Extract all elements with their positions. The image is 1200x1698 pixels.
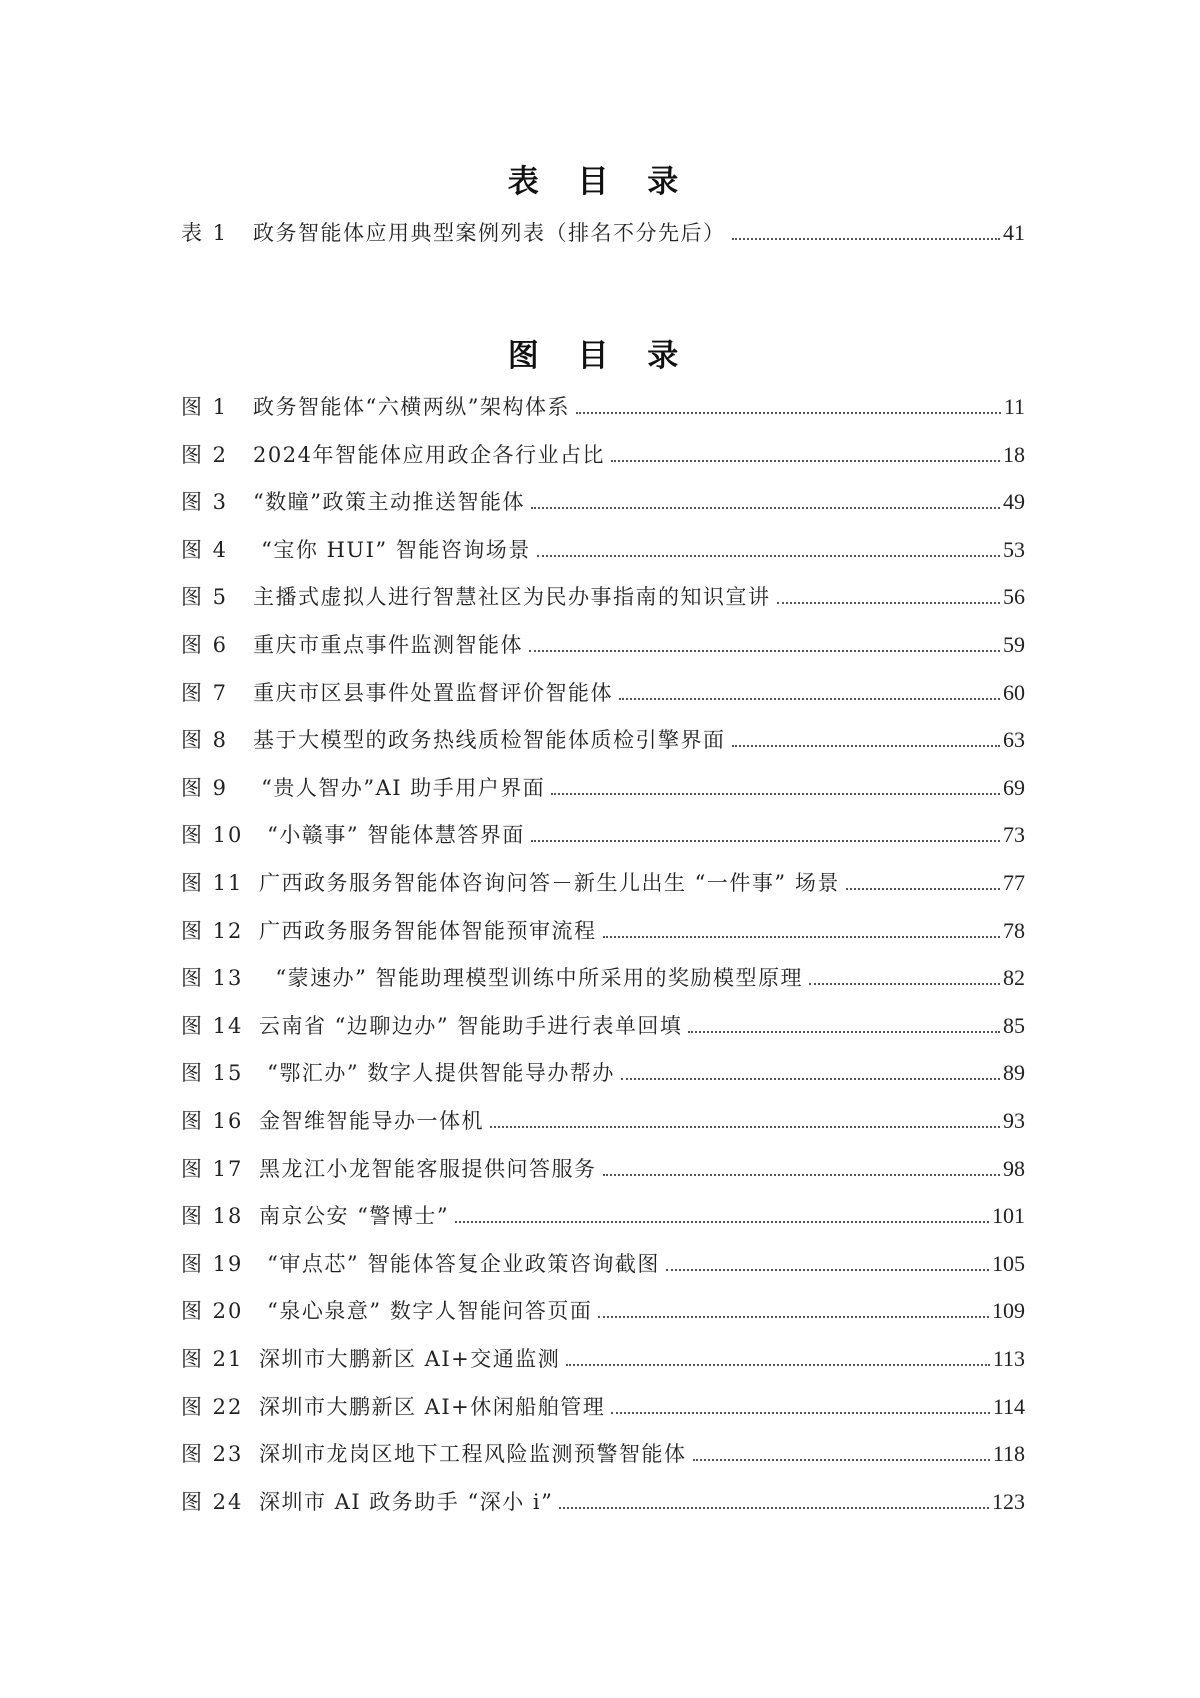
figure-entry[interactable] <box>181 868 1025 898</box>
dot-leader <box>576 412 1001 414</box>
figure-title: 重庆市区县事件处置监督评价智能体 <box>253 680 613 705</box>
figure-entry[interactable] <box>181 392 1025 422</box>
figure-title: 黑龙江小龙智能客服提供问答服务 <box>259 1156 597 1181</box>
figure-entry[interactable] <box>181 535 1025 565</box>
figure-title: “泉心泉意” 数字人智能问答页面 <box>259 1299 593 1324</box>
figures-heading: 图 目 录 <box>507 338 693 374</box>
figure-label: 图 12 <box>181 918 244 943</box>
figure-entry[interactable] <box>181 1439 1025 1469</box>
figure-title: 深圳市大鹏新区 AI+交通监测 <box>259 1347 561 1371</box>
dot-leader <box>551 793 1000 795</box>
figure-entry[interactable] <box>181 1011 1025 1041</box>
figure-label: 图 1 <box>181 395 229 419</box>
page-number: 53 <box>1003 536 1025 562</box>
figure-title: 广西政务服务智能体智能预审流程 <box>259 918 597 943</box>
page-number: 73 <box>1003 822 1025 848</box>
page-number: 60 <box>1003 679 1025 705</box>
figure-label: 图 22 <box>181 1394 244 1419</box>
page-number: 82 <box>1003 965 1025 991</box>
figure-label: 图 6 <box>181 633 229 657</box>
table-title: 政务智能体应用典型案例列表（排名不分先后） <box>253 221 726 245</box>
dot-leader <box>777 602 1001 604</box>
page-number: 101 <box>992 1203 1025 1229</box>
figure-entry[interactable] <box>181 916 1025 946</box>
figure-label: 图 15 <box>181 1061 244 1086</box>
figure-title: 基于大模型的政务热线质检智能体质检引擎界面 <box>253 728 726 753</box>
page-number: 49 <box>1003 489 1025 515</box>
dot-leader <box>688 1031 1000 1033</box>
figure-title: 金智维智能导办一体机 <box>259 1109 484 1133</box>
table-label: 表 1 <box>181 221 229 245</box>
page-number: 77 <box>1003 870 1025 895</box>
figure-title: 南京公安 “警博士” <box>259 1204 450 1229</box>
figure-label: 图 17 <box>181 1156 244 1181</box>
page-number: 11 <box>1003 394 1025 419</box>
figure-title: 广西政务服务智能体咨询问答－新生儿出生 “一件事” 场景 <box>259 871 840 895</box>
page-number: 78 <box>1003 917 1025 943</box>
page-number: 109 <box>992 1298 1025 1324</box>
figure-entry[interactable] <box>181 1249 1025 1279</box>
figure-entry[interactable] <box>181 1487 1025 1517</box>
figure-label: 图 19 <box>181 1251 244 1276</box>
dot-leader <box>619 698 1000 700</box>
dot-leader <box>666 1269 989 1271</box>
figure-title: 2024年智能体应用政企各行业占比 <box>253 442 605 467</box>
figure-label: 图 5 <box>181 585 229 610</box>
dot-leader <box>611 1412 990 1414</box>
figure-label: 图 4 <box>181 537 229 562</box>
figure-label: 图 20 <box>181 1299 244 1324</box>
figure-label: 图 9 <box>181 775 229 800</box>
page-number: 18 <box>1003 441 1025 467</box>
figure-entry[interactable] <box>181 773 1025 803</box>
figure-title: 深圳市大鹏新区 AI+休闲船舶管理 <box>259 1394 606 1419</box>
figure-entry[interactable] <box>181 487 1025 517</box>
figure-title: “宝你 HUI” 智能咨询场景 <box>253 537 531 562</box>
page-number: 113 <box>992 1346 1025 1371</box>
page-number: 56 <box>1003 584 1025 610</box>
dot-leader <box>732 745 1001 747</box>
page-number: 85 <box>1003 1012 1025 1038</box>
dot-leader <box>529 650 1000 652</box>
dot-leader <box>603 1174 1001 1176</box>
dot-leader <box>455 1221 989 1223</box>
page-number: 98 <box>1003 1155 1025 1181</box>
figure-title: “小赣事” 智能体慧答界面 <box>259 823 525 848</box>
tables-heading: 表 目 录 <box>507 164 693 200</box>
figure-entry[interactable] <box>181 1201 1025 1231</box>
figure-title: 政务智能体“六横两纵”架构体系 <box>253 395 570 419</box>
figure-entry[interactable] <box>181 1344 1025 1374</box>
dot-leader <box>621 1078 1000 1080</box>
dot-leader <box>693 1459 990 1461</box>
figure-title: 主播式虚拟人进行智慧社区为民办事指南的知识宣讲 <box>253 585 771 610</box>
figure-entry[interactable] <box>181 725 1025 755</box>
figure-entry[interactable] <box>181 1296 1025 1326</box>
figure-label: 图 8 <box>181 728 229 753</box>
figure-title: 深圳市龙岗区地下工程风险监测预警智能体 <box>259 1442 687 1467</box>
dot-leader <box>846 888 1000 890</box>
figure-entry[interactable] <box>181 440 1025 470</box>
dot-leader <box>598 1316 989 1318</box>
figure-label: 图 21 <box>181 1347 244 1371</box>
figure-label: 图 13 <box>181 966 244 991</box>
figure-entry[interactable] <box>181 678 1025 708</box>
dot-leader <box>537 555 1000 557</box>
dot-leader <box>732 238 1001 240</box>
page-number: 41 <box>1003 220 1025 245</box>
figure-label: 图 2 <box>181 442 229 467</box>
figure-label: 图 16 <box>181 1109 244 1133</box>
figure-entry[interactable] <box>181 1392 1025 1422</box>
figure-entry[interactable] <box>181 963 1025 993</box>
figure-label: 图 23 <box>181 1442 244 1467</box>
dot-leader <box>809 983 1000 985</box>
page-number: 105 <box>992 1250 1025 1276</box>
figure-label: 图 14 <box>181 1013 244 1038</box>
dot-leader <box>566 1364 990 1366</box>
figure-entry[interactable] <box>181 1154 1025 1184</box>
figure-entry[interactable] <box>181 1106 1025 1136</box>
figure-entry[interactable] <box>181 820 1025 850</box>
figure-title: “鄂汇办” 数字人提供智能导办帮办 <box>259 1061 615 1086</box>
page-number: 89 <box>1003 1060 1025 1086</box>
figure-title: “数瞳”政策主动推送智能体 <box>253 490 525 515</box>
dot-leader <box>559 1507 989 1509</box>
figure-entry[interactable] <box>181 630 1025 660</box>
dot-leader <box>531 840 1000 842</box>
dot-leader <box>603 936 1001 938</box>
figure-title: 深圳市 AI 政务助手 “深小 i” <box>259 1489 554 1514</box>
figure-label: 图 10 <box>181 823 244 848</box>
page-number: 63 <box>1003 727 1025 753</box>
page-number: 59 <box>1003 632 1025 657</box>
table-entry[interactable] <box>181 218 1025 248</box>
figure-entry[interactable] <box>181 1058 1025 1088</box>
dot-leader <box>611 460 1000 462</box>
figure-title: 云南省 “边聊边办” 智能助手进行表单回填 <box>259 1013 683 1038</box>
figure-label: 图 3 <box>181 490 229 515</box>
page-number: 118 <box>992 1441 1025 1467</box>
page-number: 93 <box>1003 1108 1025 1133</box>
dot-leader <box>531 507 1000 509</box>
figure-entry[interactable] <box>181 582 1025 612</box>
figure-title: 重庆市重点事件监测智能体 <box>253 633 523 657</box>
dot-leader <box>490 1126 1000 1128</box>
figure-title: “蒙速办” 智能助理模型训练中所采用的奖励模型原理 <box>259 966 803 991</box>
page-number: 69 <box>1003 774 1025 800</box>
figure-label: 图 7 <box>181 680 229 705</box>
figure-label: 图 11 <box>181 871 244 895</box>
figure-label: 图 24 <box>181 1489 244 1514</box>
figure-title: “审点芯” 智能体答复企业政策咨询截图 <box>259 1251 660 1276</box>
figure-label: 图 18 <box>181 1204 244 1229</box>
figure-title: “贵人智办”AI 助手用户界面 <box>253 775 546 800</box>
page-number: 123 <box>992 1488 1025 1514</box>
page-number: 114 <box>992 1393 1025 1419</box>
